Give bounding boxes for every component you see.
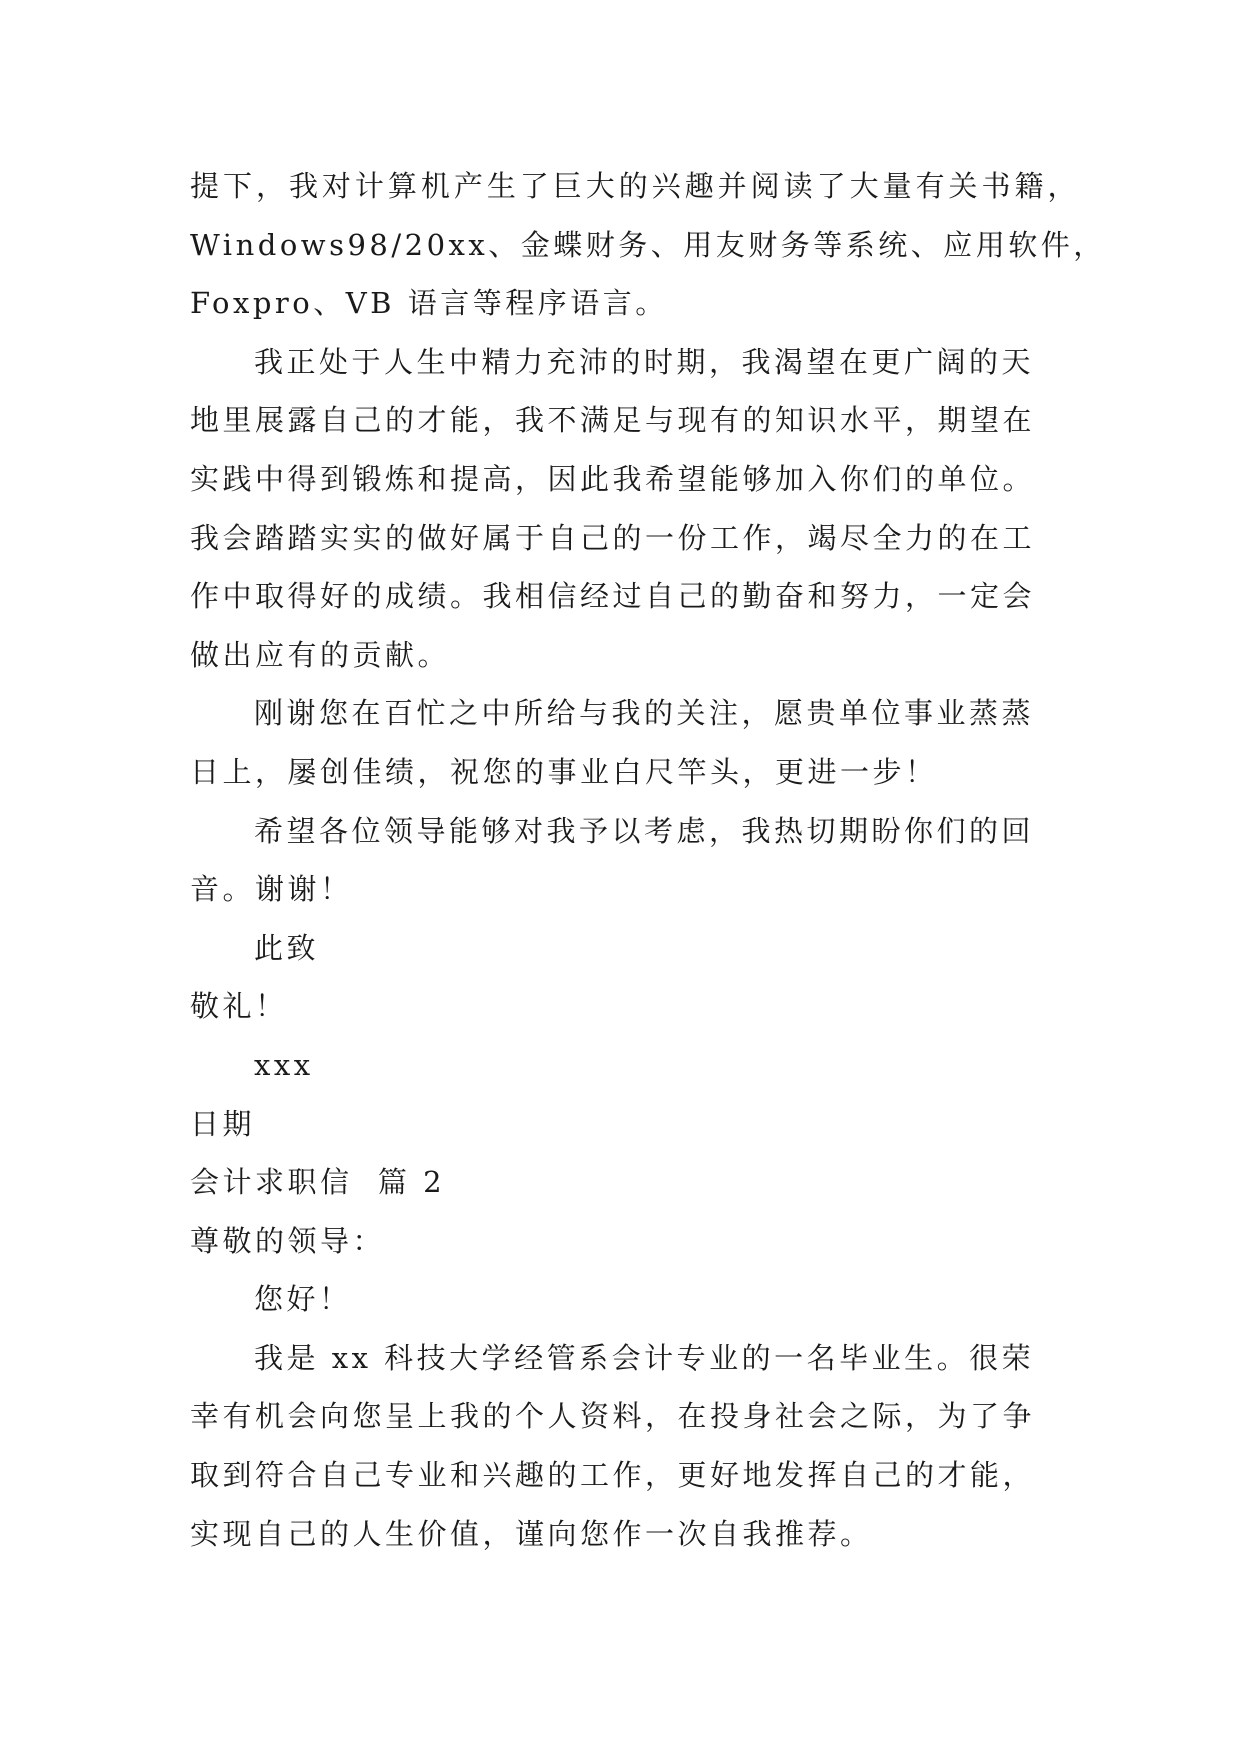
closing-line: 此致	[254, 930, 320, 965]
text-line: 音。谢谢！	[190, 872, 353, 907]
text-line: 我会踏踏实实的做好属于自己的一份工作，竭尽全力的在工	[190, 520, 1036, 555]
text-line: 提下，我对计算机产生了巨大的兴趣并阅读了大量有关书籍，	[190, 169, 1080, 203]
greeting-line: 您好！	[254, 1282, 352, 1317]
text-line: 做出应有的贡献。	[190, 637, 451, 672]
greeting-line: 尊敬的领导：	[190, 1223, 386, 1258]
date-line: 日期	[190, 1106, 256, 1141]
document-body	[190, 157, 1106, 1563]
paragraph-start-line: 刚谢您在百忙之中所给与我的关注，愿贵单位事业蒸蒸	[254, 696, 1035, 731]
signature-line: xxx	[254, 1047, 314, 1082]
text-line: 实践中得到锻炼和提高，因此我希望能够加入你们的单位。	[190, 461, 1036, 496]
text-line: 作中取得好的成绩。我相信经过自己的勤奋和努力，一定会	[190, 579, 1036, 614]
paragraph-start-line: 我正处于人生中精力充沛的时期，我渴望在更广阔的天	[254, 344, 1035, 379]
text-line: 幸有机会向您呈上我的个人资料，在投身社会之际，为了争	[190, 1399, 1036, 1434]
salutation-line: 敬礼！	[190, 989, 288, 1024]
text-line: Foxpro、VB 语言等程序语言。	[190, 286, 668, 321]
text-line: Windows98/20xx、金蝶财务、用友财务等系统、应用软件，	[190, 227, 1106, 262]
section-title: 会计求职信 篇 2	[190, 1165, 446, 1200]
text-line: 日上，屡创佳绩，祝您的事业白尺竿头，更进一步！	[190, 754, 938, 789]
text-line: 取到符合自己专业和兴趣的工作，更好地发挥自己的才能，	[190, 1458, 1036, 1493]
paragraph-start-line: 希望各位领导能够对我予以考虑，我热切期盼你们的回	[254, 813, 1035, 848]
text-line: 地里展露自己的才能，我不满足与现有的知识水平，期望在	[190, 403, 1036, 438]
paragraph-start-line: 我是 xx 科技大学经管系会计专业的一名毕业生。很荣	[254, 1340, 1035, 1375]
text-line: 实现自己的人生价值，谨向您作一次自我推荐。	[190, 1516, 873, 1551]
